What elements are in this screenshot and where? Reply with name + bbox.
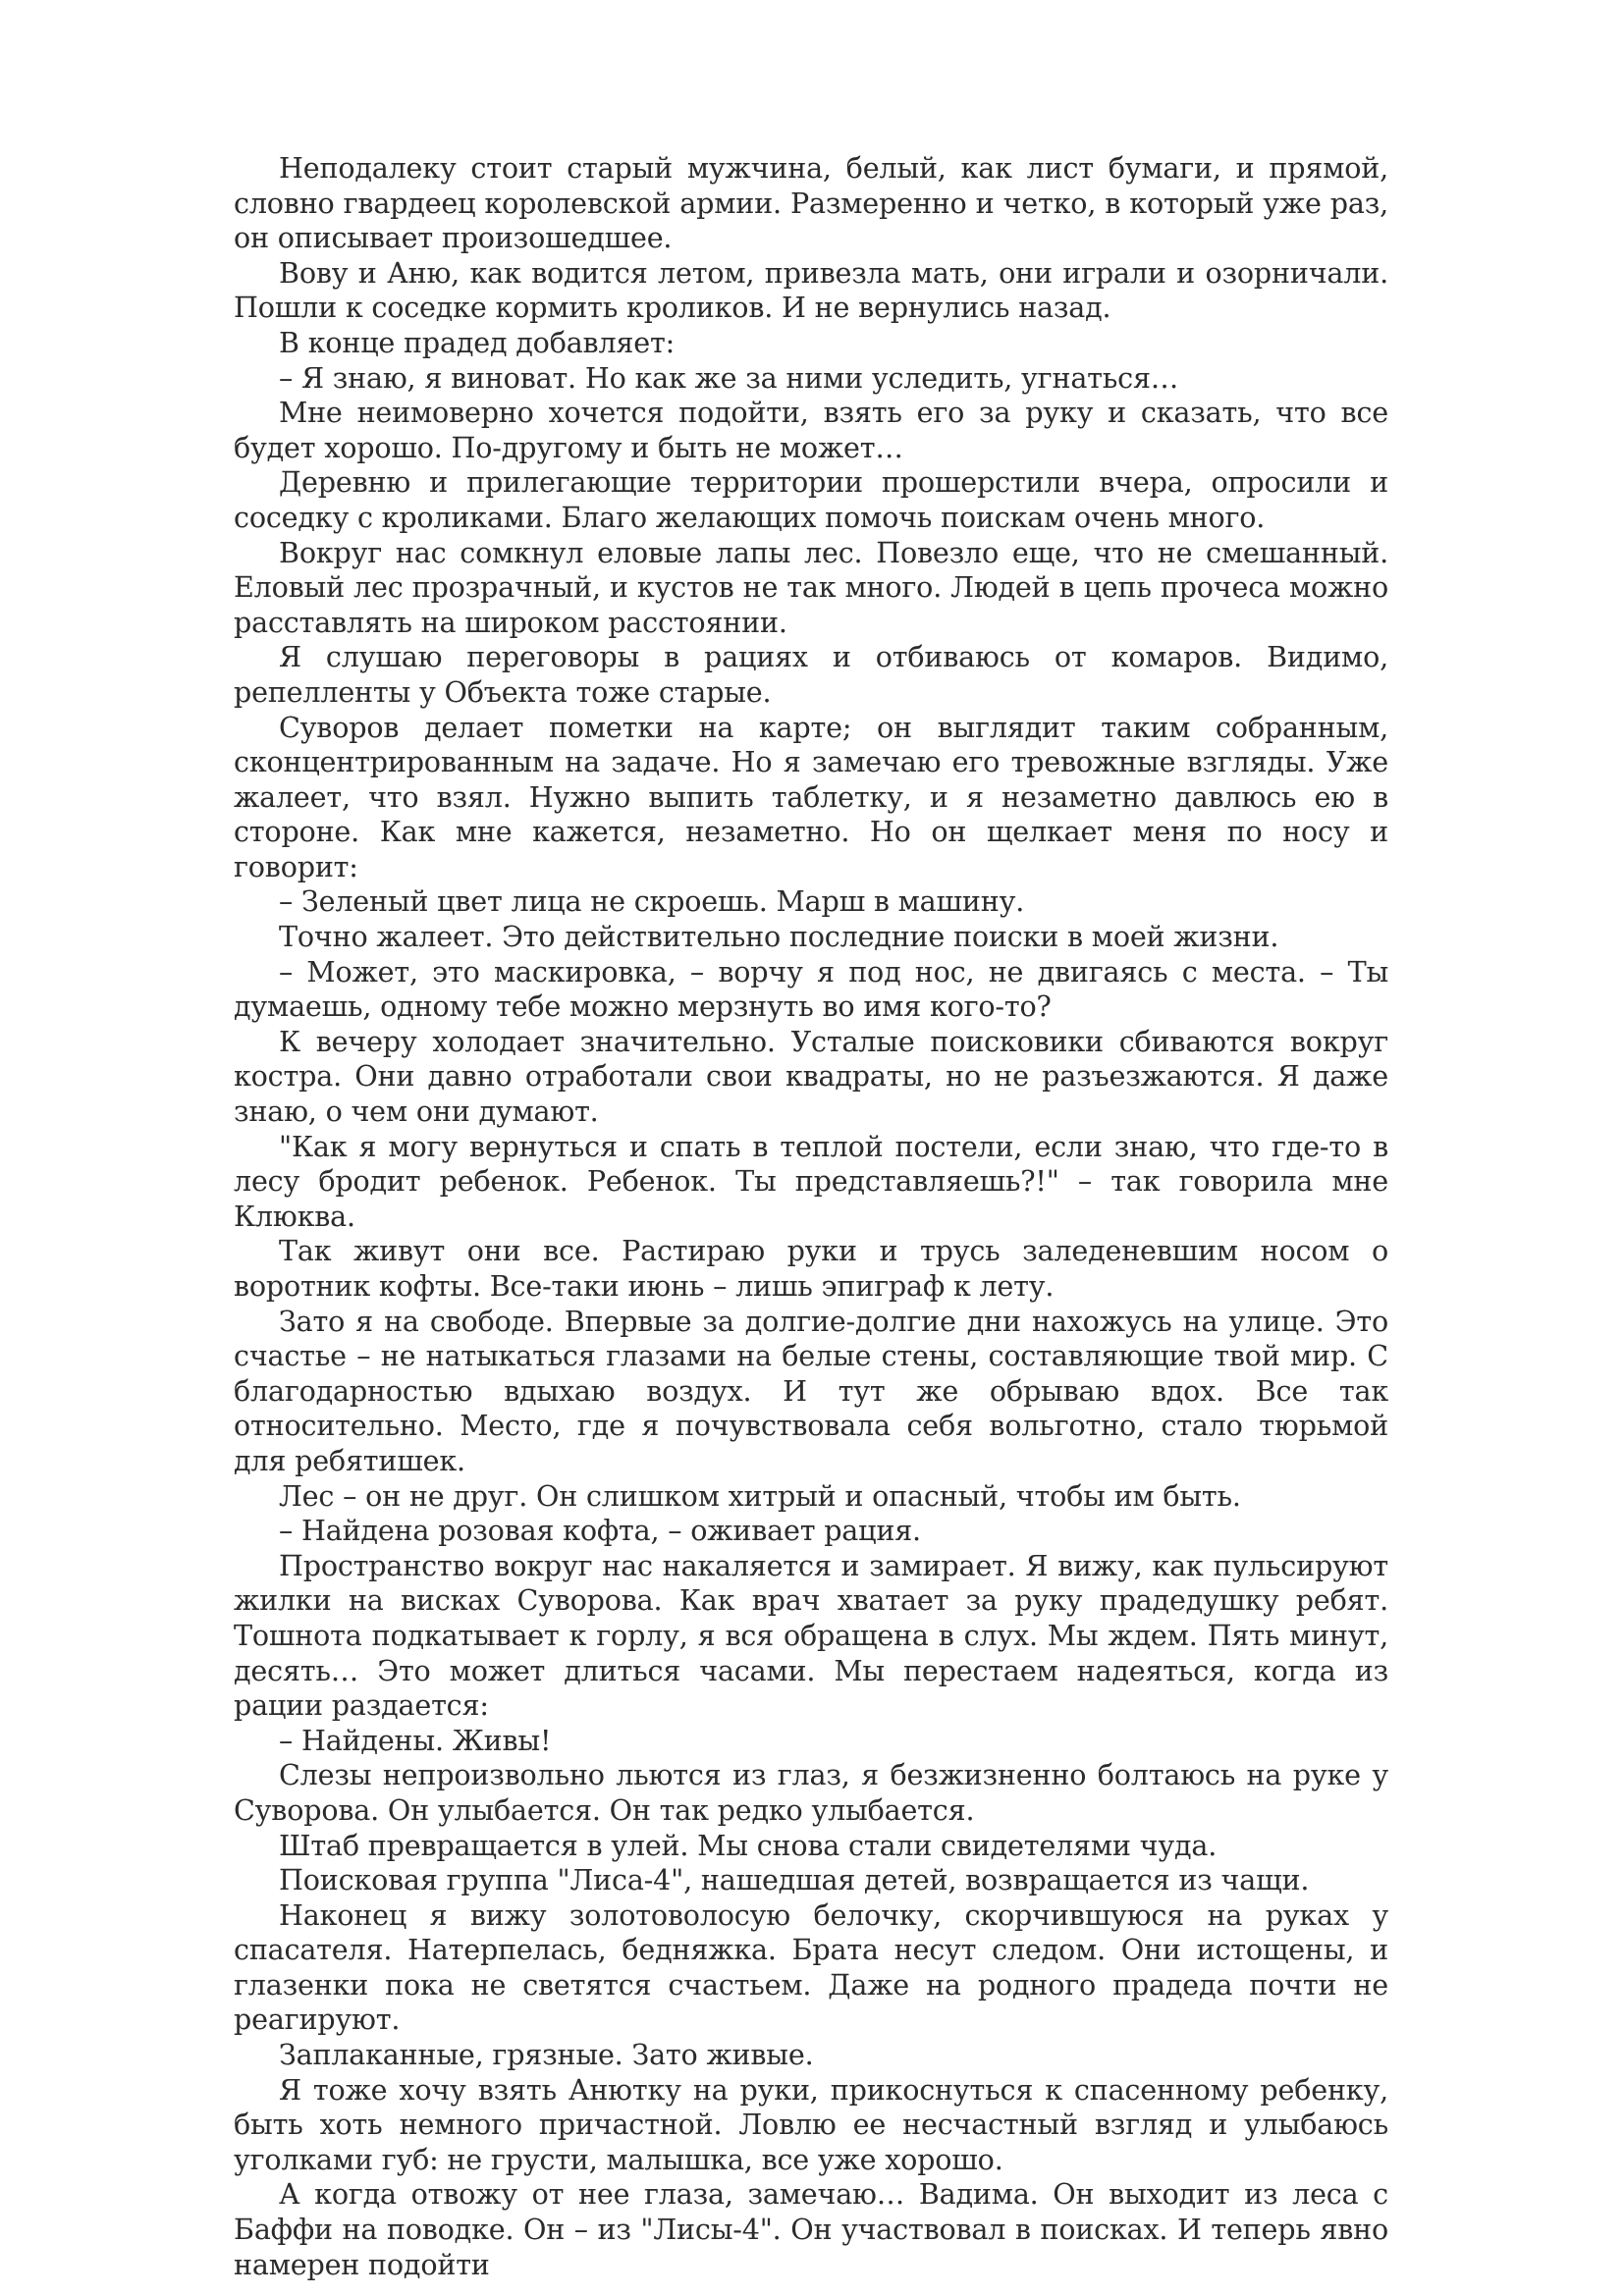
paragraph: Вокруг нас сомкнул еловые лапы лес. Повезло еще, что не смешанный. Еловый лес прозрачный, и кустов не так много. Людей в цепь прочеса можно расставлять на широком расстоянии.: [234, 535, 1388, 639]
paragraph: Суворов делает пометки на карте; он выглядит таким собранным, сконцентрированным на задаче. Но я замечаю его тревожные взгляды. Уже жалеет, что взял. Нужно выпить таблетку, и я незаметно давлюсь ею в стороне. Как мне кажется, незаметно. Но он щелкает меня по носу и говорит:: [234, 710, 1388, 883]
paragraph: Зато я на свободе. Впервые за долгие-долгие дни нахожусь на улице. Это счастье – не натыкаться глазами на белые стены, составляющие твой мир. С благодарностью вдыхаю воздух. И тут же обрываю вдох. Все так относительно. Место, где я почувствовала себя вольготно, стало тюрьмой для ребятишек.: [234, 1304, 1388, 1477]
paragraph: Я слушаю переговоры в рациях и отбиваюсь от комаров. Видимо, репелленты у Объекта тоже старые.: [234, 640, 1388, 709]
paragraph: Наконец я вижу золотоволосую белочку, скорчившуюся на руках у спасателя. Натерпелась, бедняжка. Брата несут следом. Они истощены, и глазенки пока не светятся счастьем. Даже на родного прадеда почти не реагируют.: [234, 1897, 1388, 2037]
paragraph: – Найдены. Живы!: [279, 1723, 552, 1757]
paragraph: Мне неимоверно хочется подойти, взять его за руку и сказать, что все будет хорошо. По-другому и быть не может…: [234, 396, 1388, 464]
paragraph: Я тоже хочу взять Анютку на руки, прикоснуться к спасенному ребенку, быть хоть немного причастной. Ловлю ее несчастный взгляд и улыбаюсь уголками губ: не грусти, малышка, все уже хорошо.: [234, 2072, 1388, 2176]
paragraph: Вову и Аню, как водится летом, привезла мать, они играли и озорничали. Пошли к соседке кормить кроликов. И не вернулись назад.: [234, 255, 1388, 325]
paragraph: – Найдена розовая кофта, – оживает рация.: [279, 1514, 921, 1548]
paragraph: Штаб превращается в улей. Мы снова стали свидетелями чуда.: [279, 1828, 1218, 1862]
paragraph: Пространство вокруг нас накаляется и замирает. Я вижу, как пульсируют жилки на висках Суворова. Как врач хватает за руку прадедушку ребят. Тошнота подкатывает к горлу, я вся обращена в слух. Мы ждем. Пять минут, десять… Это может длиться часами. Мы перестаем надеяться, когда из рации раздается:: [234, 1548, 1388, 1723]
paragraph: Точно жалеет. Это действительно последние поиски в моей жизни.: [279, 920, 1279, 954]
paragraph: – Зеленый цвет лица не скроешь. Марш в машину.: [279, 884, 1025, 919]
paragraph: – Я знаю, я виноват. Но как же за ними уследить, угнаться…: [279, 360, 1179, 395]
paragraph: Деревню и прилегающие территории прошерстили вчера, опросили и соседку с кроликами. Благо желающих помочь поискам очень много.: [234, 465, 1388, 534]
paragraph: Заплаканные, грязные. Зато живые.: [279, 2038, 814, 2072]
paragraph: Неподалеку стоит старый мужчина, белый, как лист бумаги, и прямой, словно гвардеец королевской армии. Размеренно и четко, в который уже раз, он описывает произошедшее.: [234, 151, 1388, 255]
document-page: [234, 151, 1388, 2282]
paragraph: Лес – он не друг. Он слишком хитрый и опасный, чтобы им быть.: [279, 1478, 1241, 1513]
paragraph: Поисковая группа "Лиса-4", нашедшая детей, возвращается из чащи.: [279, 1863, 1310, 1897]
paragraph: Так живут они все. Растираю руки и трусь заледеневшим носом о воротник кофты. Все-таки июнь – лишь эпиграф к лету.: [234, 1234, 1388, 1303]
paragraph: Слезы непроизвольно льются из глаз, я безжизненно болтаюсь на руке у Суворова. Он улыбается. Он так редко улыбается.: [234, 1758, 1388, 1827]
paragraph: А когда отвожу от нее глаза, замечаю… Вадима. Он выходит из леса с Баффи на поводке. Он – из "Лисы-4". Он участвовал в поисках. И теперь явно намерен подойти: [234, 2177, 1388, 2281]
paragraph: "Как я могу вернуться и спать в теплой постели, если знаю, что где-то в лесу бродит ребенок. Ребенок. Ты представляешь?!" – так говорила мне Клюква.: [234, 1129, 1388, 1233]
paragraph: В конце прадед добавляет:: [279, 325, 676, 359]
paragraph: К вечеру холодает значительно. Усталые поисковики сбиваются вокруг костра. Они давно отработали свои квадраты, но не разъезжаются. Я даже знаю, о чем они думают.: [234, 1024, 1388, 1129]
paragraph: – Может, это маскировка, – ворчу я под нос, не двигаясь с места. – Ты думаешь, одному тебе можно мерзнуть во имя кого-то?: [234, 954, 1388, 1024]
